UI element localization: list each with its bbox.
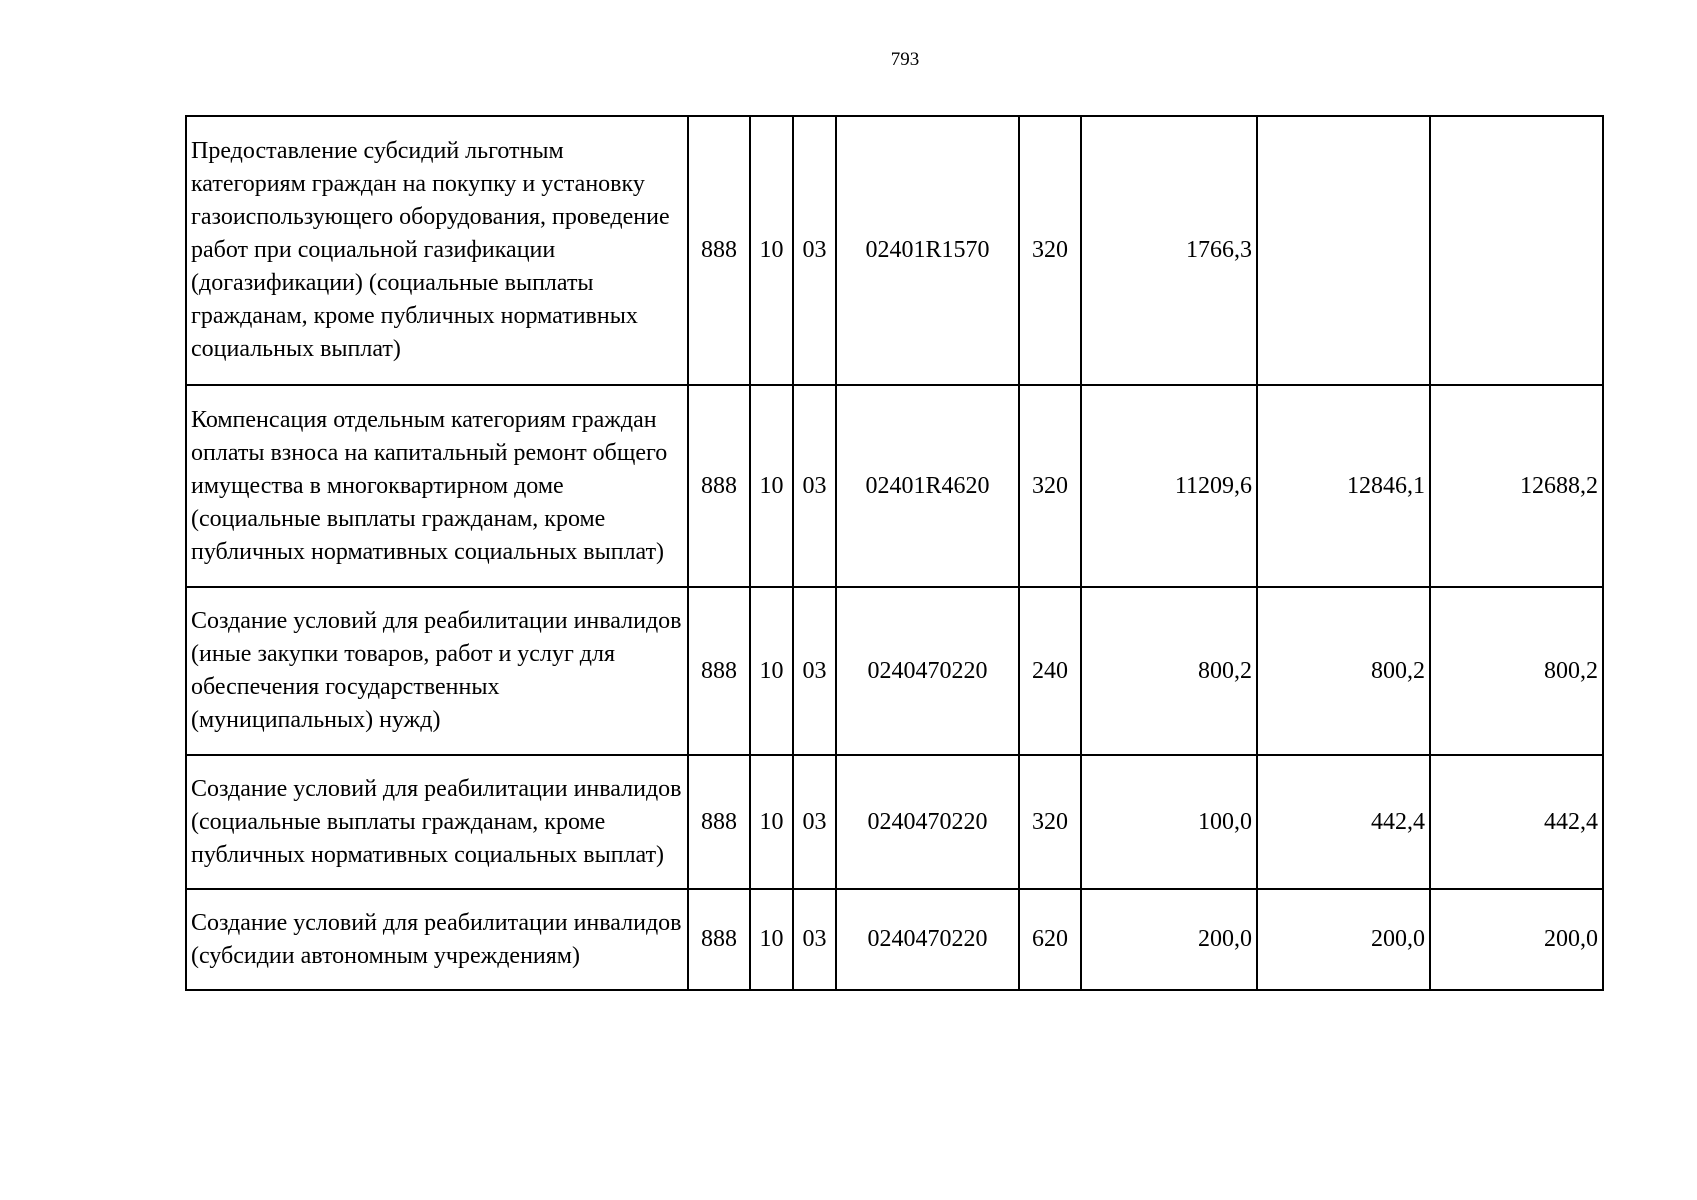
- amount-1: 1766,3: [1081, 116, 1257, 385]
- budget-table: [185, 115, 1604, 991]
- subsection-code: 03: [793, 889, 836, 990]
- amount-3: 200,0: [1430, 889, 1603, 990]
- expense-type-code: 320: [1019, 385, 1081, 587]
- target-article-code: 02401R4620: [836, 385, 1019, 587]
- amount-2: [1257, 116, 1430, 385]
- table-row: [186, 587, 1603, 755]
- row-description: Компенсация отдельным категориям граждан оплаты взноса на капитальный ремонт общего имущества в многоквартирном доме (социальные выплаты гражданам, кроме публичных нормативных социальных выплат): [186, 385, 688, 587]
- target-article-code: 0240470220: [836, 755, 1019, 889]
- expense-type-code: 320: [1019, 755, 1081, 889]
- row-description: Создание условий для реабилитации инвалидов (социальные выплаты гражданам, кроме публичных нормативных социальных выплат): [186, 755, 688, 889]
- target-article-code: 0240470220: [836, 587, 1019, 755]
- table-row: [186, 116, 1603, 385]
- table-row: [186, 889, 1603, 990]
- amount-2: 442,4: [1257, 755, 1430, 889]
- ministry-code: 888: [688, 385, 750, 587]
- row-description: Создание условий для реабилитации инвалидов (иные закупки товаров, работ и услуг для обеспечения государственных (муниципальных) нужд): [186, 587, 688, 755]
- target-article-code: 02401R1570: [836, 116, 1019, 385]
- amount-3: 442,4: [1430, 755, 1603, 889]
- amount-1: 200,0: [1081, 889, 1257, 990]
- table-row: [186, 755, 1603, 889]
- ministry-code: 888: [688, 587, 750, 755]
- row-description: Предоставление субсидий льготным категориям граждан на покупку и установку газоиспользующего оборудования, проведение работ при социальной газификации (догазификации) (социальные выплаты гражданам, кроме публичных нормативных социальных выплат): [186, 116, 688, 385]
- amount-2: 200,0: [1257, 889, 1430, 990]
- section-code: 10: [750, 116, 793, 385]
- amount-3: [1430, 116, 1603, 385]
- subsection-code: 03: [793, 385, 836, 587]
- amount-1: 100,0: [1081, 755, 1257, 889]
- amount-2: 800,2: [1257, 587, 1430, 755]
- amount-1: 11209,6: [1081, 385, 1257, 587]
- expense-type-code: 620: [1019, 889, 1081, 990]
- amount-2: 12846,1: [1257, 385, 1430, 587]
- amount-3: 800,2: [1430, 587, 1603, 755]
- subsection-code: 03: [793, 755, 836, 889]
- target-article-code: 0240470220: [836, 889, 1019, 990]
- page-number: 793: [890, 49, 920, 70]
- expense-type-code: 240: [1019, 587, 1081, 755]
- subsection-code: 03: [793, 587, 836, 755]
- section-code: 10: [750, 755, 793, 889]
- section-code: 10: [750, 889, 793, 990]
- amount-1: 800,2: [1081, 587, 1257, 755]
- ministry-code: 888: [688, 889, 750, 990]
- section-code: 10: [750, 385, 793, 587]
- section-code: 10: [750, 587, 793, 755]
- subsection-code: 03: [793, 116, 836, 385]
- table-row: [186, 385, 1603, 587]
- ministry-code: 888: [688, 116, 750, 385]
- expense-type-code: 320: [1019, 116, 1081, 385]
- ministry-code: 888: [688, 755, 750, 889]
- amount-3: 12688,2: [1430, 385, 1603, 587]
- row-description: Создание условий для реабилитации инвалидов (субсидии автономным учреждениям): [186, 889, 688, 990]
